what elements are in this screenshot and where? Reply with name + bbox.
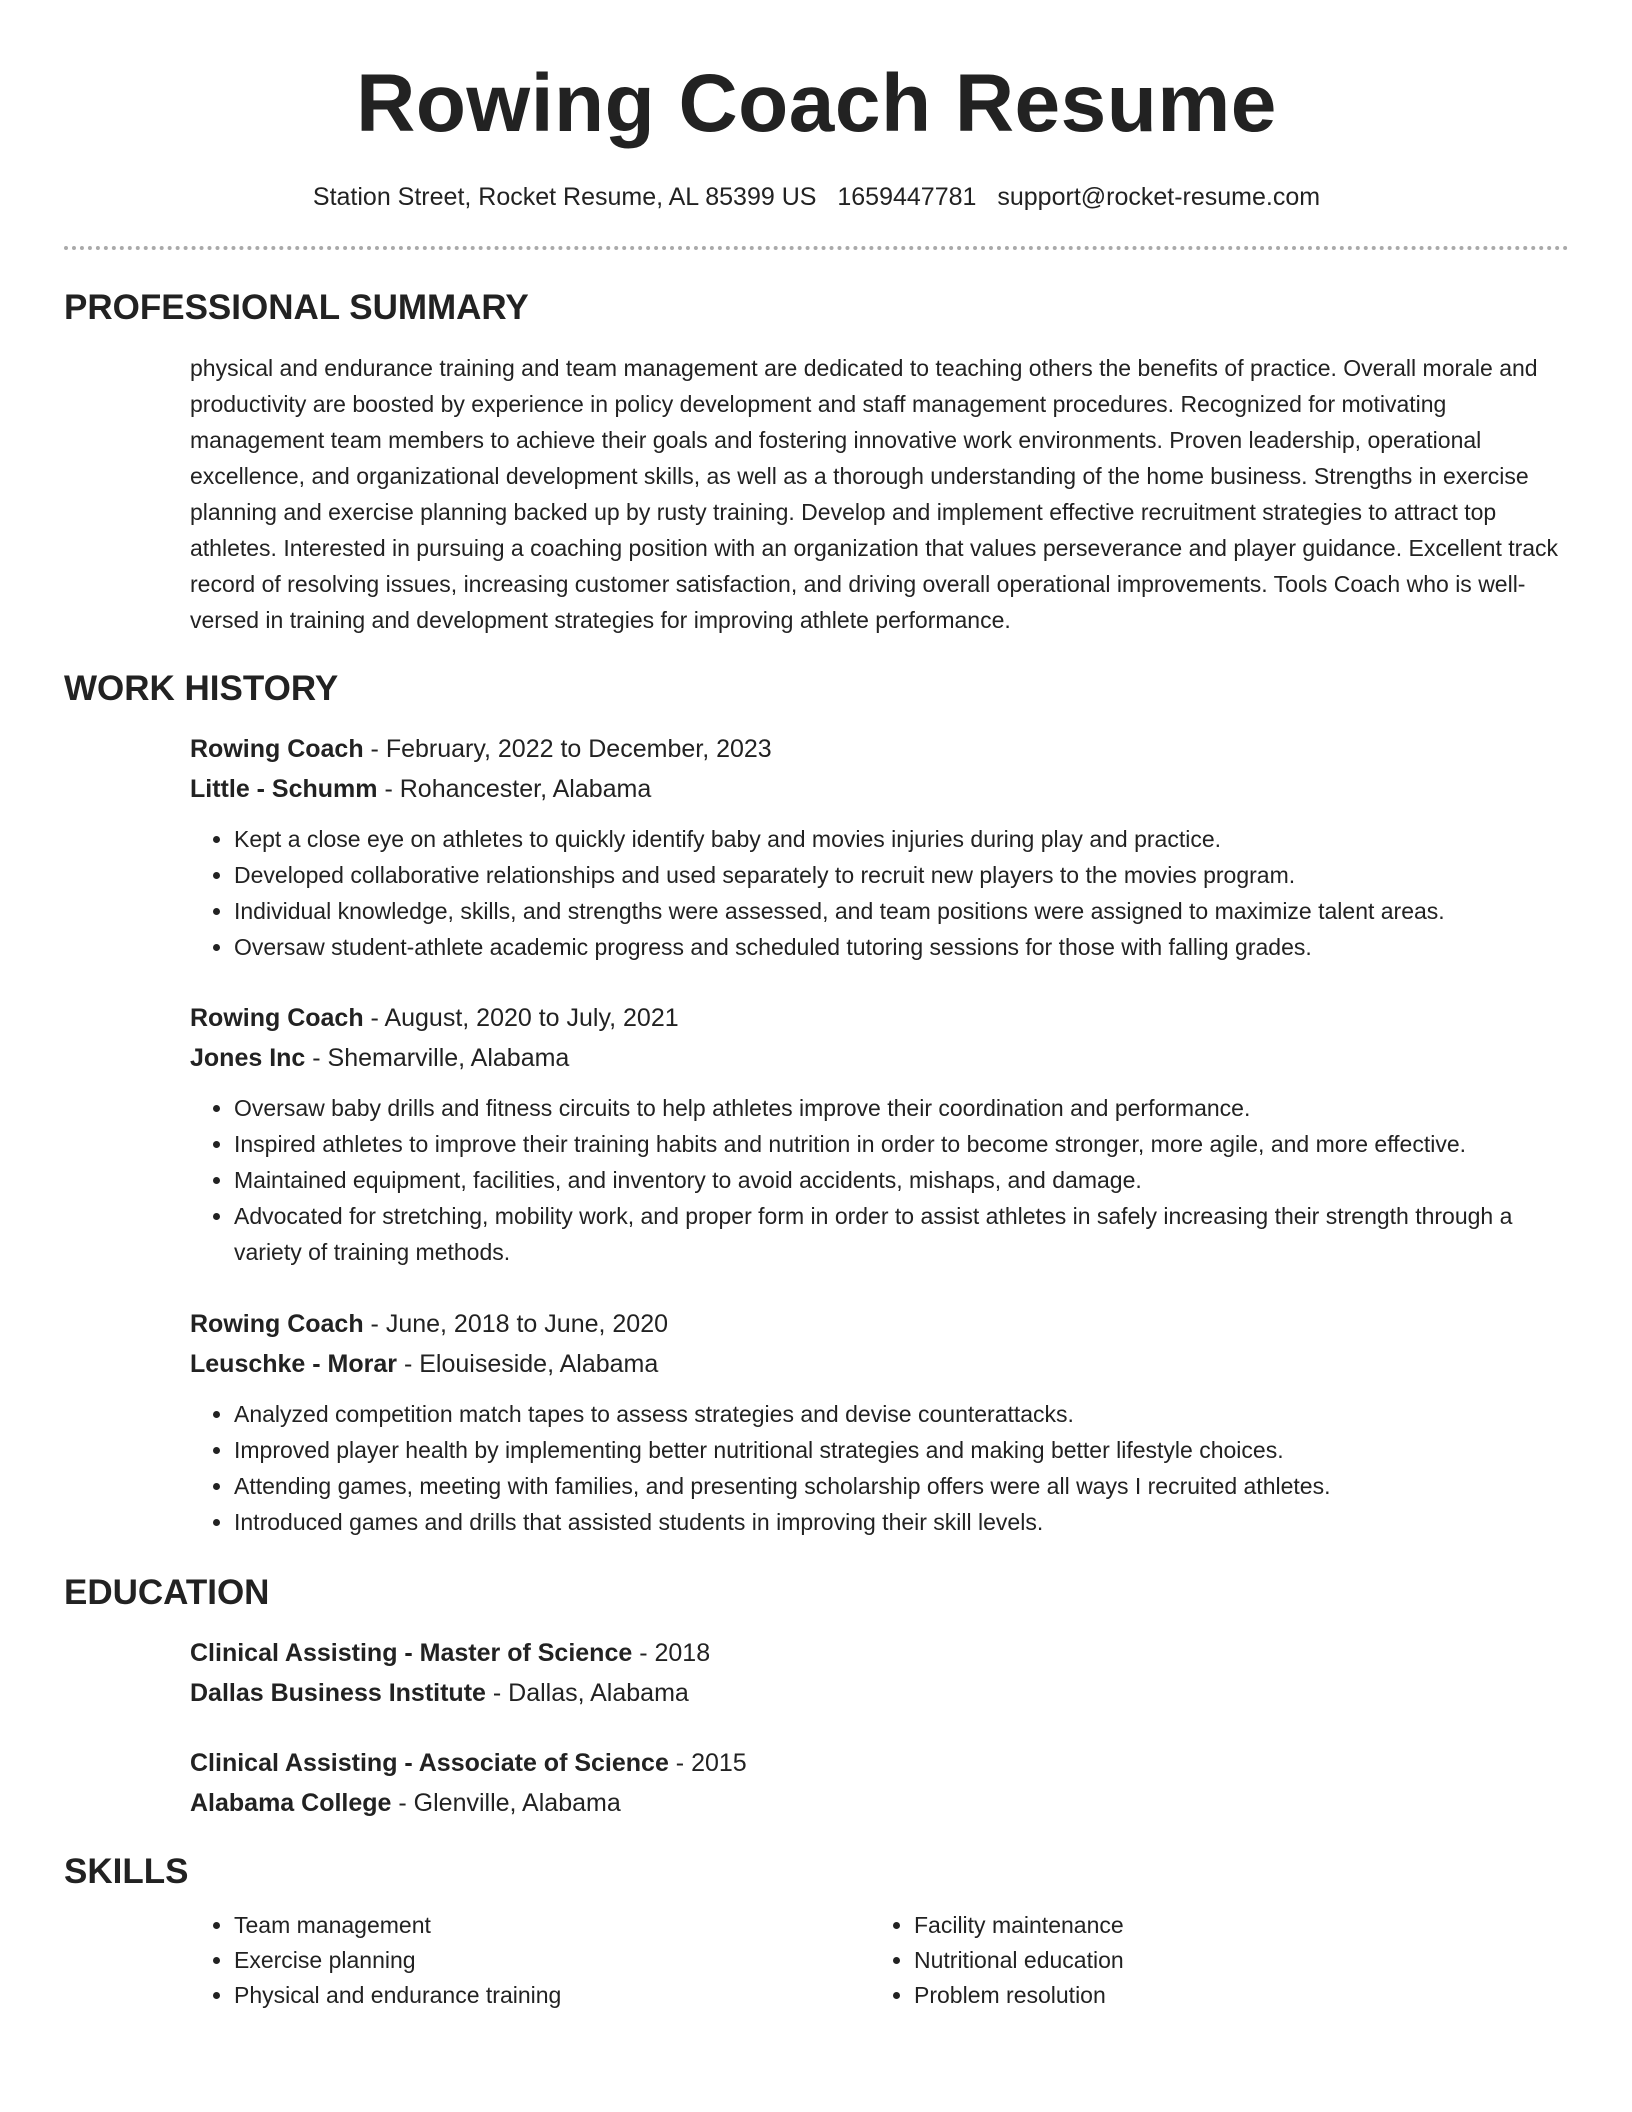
contact-phone: 1659447781	[837, 183, 977, 211]
skills-heading: SKILLS	[64, 1852, 189, 1891]
job-bullets	[190, 1090, 1569, 1270]
skills-list	[190, 1908, 1569, 2013]
school-line	[190, 1673, 1569, 1713]
work-history-heading: WORK HISTORY	[64, 669, 339, 708]
job-entry	[190, 1304, 1569, 1540]
degree-name: Clinical Assisting - Master of Science	[190, 1639, 633, 1667]
skill-item: • Physical and endurance training	[234, 1978, 870, 2013]
list-item: • Kept a close eye on athletes to quickly identify baby and movies injuries during play and practice.	[234, 821, 1569, 857]
degree-year: - 2018	[632, 1639, 711, 1667]
job-company: Little - Schumm	[190, 775, 378, 803]
list-item: • Inspired athletes to improve their training habits and nutrition in order to become stronger, more agile, and more effective.	[234, 1126, 1569, 1162]
list-item: • Improved player health by implementing better nutritional strategies and making better lifestyle choices.	[234, 1432, 1569, 1468]
job-location: - Shemarville, Alabama	[305, 1044, 570, 1072]
contact-info	[64, 180, 1569, 214]
skills-column-right	[870, 1908, 1534, 2013]
list-item: • Developed collaborative relationships and used separately to recruit new players to the movies program.	[234, 857, 1569, 893]
skill-item: • Exercise planning	[234, 1943, 870, 1978]
contact-address: Station Street, Rocket Resume, AL 85399 US	[312, 183, 817, 211]
list-item: • Introduced games and drills that assisted students in improving their skill levels.	[234, 1504, 1569, 1540]
degree-name: Clinical Assisting - Associate of Science	[190, 1749, 669, 1777]
degree-line	[190, 1743, 1569, 1783]
list-item: • Maintained equipment, facilities, and inventory to avoid accidents, mishaps, and damage.	[234, 1162, 1569, 1198]
job-company-line	[190, 1038, 1569, 1078]
list-item: • Oversaw baby drills and fitness circuits to help athletes improve their coordination and performance.	[234, 1090, 1569, 1126]
skill-item: • Facility maintenance	[914, 1908, 1534, 1943]
degree-year: - 2015	[668, 1749, 747, 1777]
job-title: Rowing Coach	[190, 1310, 364, 1338]
list-item: • Individual knowledge, skills, and strengths were assessed, and team positions were assigned to maximize talent areas.	[234, 893, 1569, 929]
education-entry	[190, 1743, 1569, 1823]
job-dates: - June, 2018 to June, 2020	[363, 1310, 669, 1338]
school-location: - Dallas, Alabama	[485, 1679, 689, 1707]
skill-item: • Problem resolution	[914, 1978, 1534, 2013]
job-title: Rowing Coach	[190, 1004, 364, 1032]
contact-email: support@rocket-resume.com	[997, 183, 1321, 211]
education-entry	[190, 1633, 1569, 1713]
job-title-line	[190, 1304, 1569, 1344]
list-item: • Analyzed competition match tapes to assess strategies and devise counterattacks.	[234, 1396, 1569, 1432]
skill-item: • Team management	[234, 1908, 870, 1943]
list-item: • Attending games, meeting with families, and presenting scholarship offers were all ways I recruited athletes.	[234, 1468, 1569, 1504]
skill-item: • Nutritional education	[914, 1943, 1534, 1978]
school-line	[190, 1783, 1569, 1823]
job-entry	[190, 729, 1569, 965]
job-location: - Elouiseside, Alabama	[397, 1350, 659, 1378]
summary-text: physical and endurance training and team management are dedicated to teaching others the benefits of practice. Overall morale and productivity are boosted by experience in policy development and staff management procedures. Recognized for motivating management team members to achieve their goals and fostering innovative work environments. Proven leadership, operational excellence, and organizational development skills, as well as a thorough understanding of the home business. Strengths in exercise planning and exercise planning backed up by rusty training. Develop and implement effective recruitment strategies to attract top athletes. Interested in pursuing a coaching position with an organization that values perseverance and player guidance. Excellent track record of resolving issues, increasing customer satisfaction, and driving overall operational improvements. Tools Coach who is well-versed in training and development strategies for improving athlete performance.	[190, 355, 1559, 633]
job-company-line	[190, 769, 1569, 809]
education-heading: EDUCATION	[64, 1573, 270, 1612]
job-dates: - February, 2022 to December, 2023	[363, 735, 772, 763]
header-divider	[64, 246, 1569, 250]
job-company: Jones Inc	[190, 1044, 306, 1072]
job-bullets	[190, 1396, 1569, 1540]
job-dates: - August, 2020 to July, 2021	[363, 1004, 679, 1032]
resume-page	[64, 0, 1569, 2013]
list-item: • Oversaw student-athlete academic progress and scheduled tutoring sessions for those with falling grades.	[234, 929, 1569, 965]
resume-title: Rowing Coach Resume	[356, 58, 1277, 149]
school-name: Dallas Business Institute	[190, 1679, 486, 1707]
skills-column-left	[190, 1908, 870, 2013]
degree-line	[190, 1633, 1569, 1673]
list-item: • Advocated for stretching, mobility work, and proper form in order to assist athletes in safely increasing their strength through a variety of training methods.	[234, 1198, 1569, 1270]
job-location: - Rohancester, Alabama	[377, 775, 652, 803]
school-name: Alabama College	[190, 1789, 392, 1817]
school-location: - Glenville, Alabama	[391, 1789, 621, 1817]
job-title-line	[190, 998, 1569, 1038]
job-company-line	[190, 1344, 1569, 1384]
job-bullets	[190, 821, 1569, 965]
summary-heading: PROFESSIONAL SUMMARY	[64, 288, 529, 327]
job-title: Rowing Coach	[190, 735, 364, 763]
job-entry	[190, 998, 1569, 1270]
job-title-line	[190, 729, 1569, 769]
job-company: Leuschke - Morar	[190, 1350, 398, 1378]
